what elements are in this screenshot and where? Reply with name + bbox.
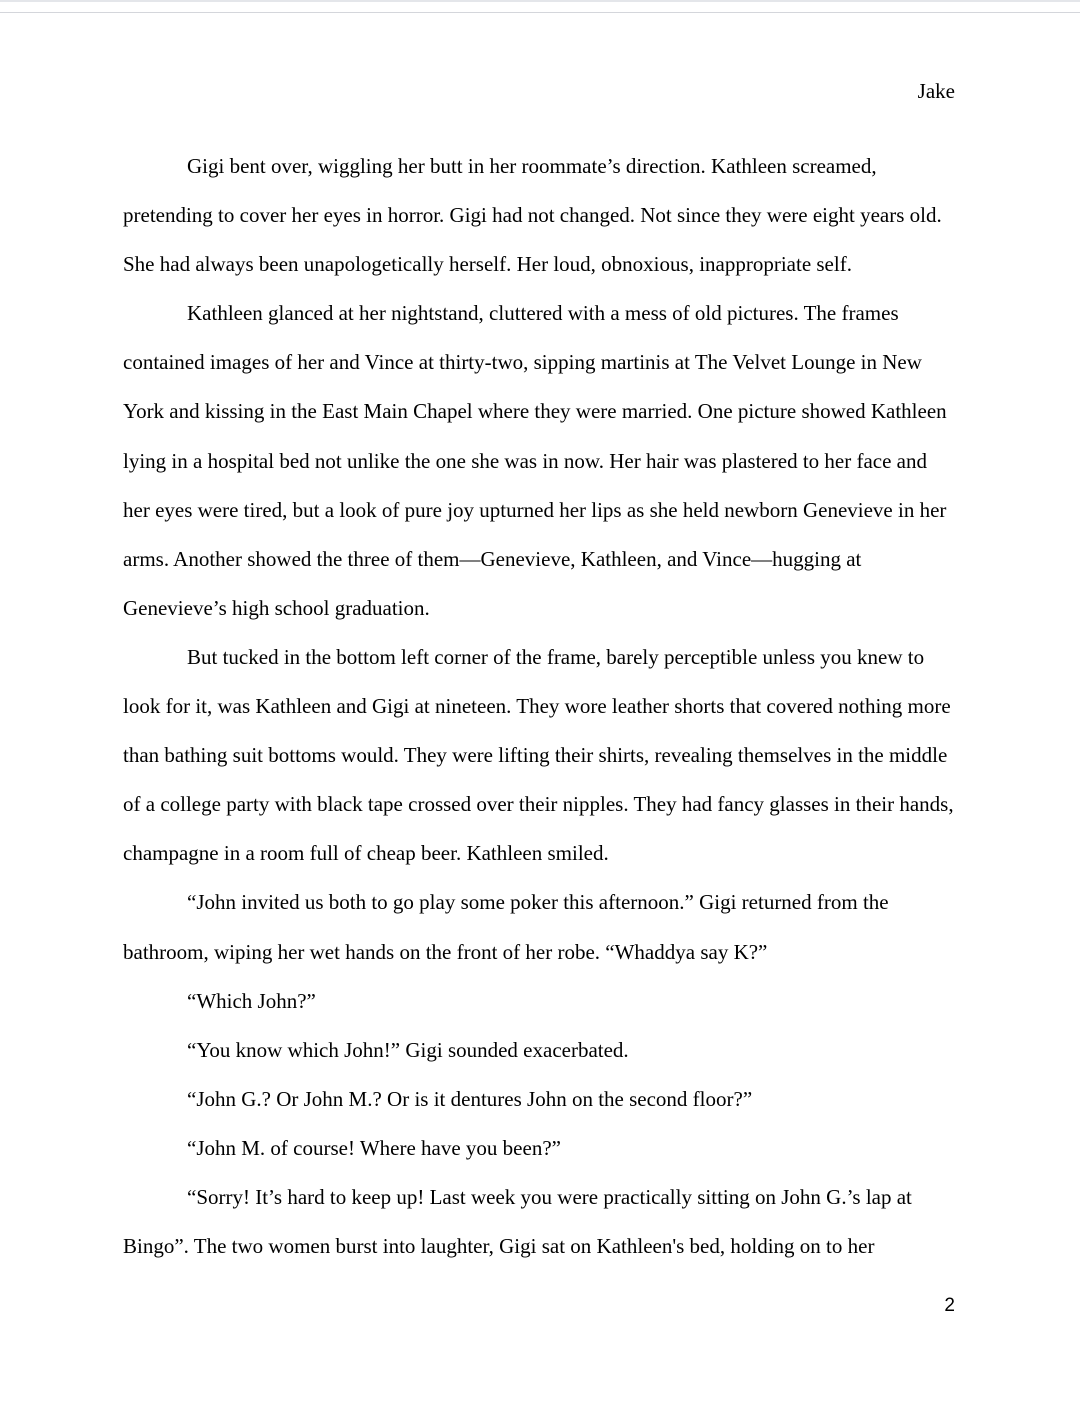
manuscript-body	[123, 142, 958, 1271]
viewer-top-border	[0, 0, 1080, 13]
paragraph: But tucked in the bottom left corner of the frame, barely perceptible unless you knew to look for it, was Kathleen and Gigi at nineteen. They wore leather shorts that covered nothing more than bathing suit bottoms would. They were lifting their shirts, revealing themselves in the middle of a college party with black tape crossed over their nipples. They had fancy glasses in their hands, champagne in a room full of cheap beer. Kathleen smiled.	[123, 644, 954, 866]
page-number: 2	[944, 1295, 955, 1316]
paragraph: “Sorry! It’s hard to keep up! Last week you were practically sitting on John G.’s lap at Bingo”. The two women burst into laughter, Gigi sat on Kathleen's bed, holding on to her	[123, 1184, 912, 1259]
paragraph: “Which John?”	[187, 988, 316, 1013]
paragraph: Kathleen glanced at her nightstand, cluttered with a mess of old pictures. The frames contained images of her and Vince at thirty-two, sipping martinis at The Velvet Lounge in New York and kissing in the East Main Chapel where they were married. One picture showed Kathleen lying in a hospital bed not unlike the one she was in now. Her hair was plastered to her face and her eyes were tired, but a look of pure joy upturned her lips as she held newborn Genevieve in her arms. Another showed the three of them—Genevieve, Kathleen, and Vince—hugging at Genevieve’s high school graduation.	[123, 301, 947, 620]
paragraph: “John M. of course! Where have you been?”	[187, 1135, 561, 1160]
paragraph: Gigi bent over, wiggling her butt in her roommate’s direction. Kathleen screamed, pretending to cover her eyes in horror. Gigi had not changed. Not since they were eight years old. She had always been unapologetically herself. Her loud, obnoxious, inappropriate self.	[123, 154, 942, 277]
document-page	[0, 13, 1080, 1418]
paragraph: “John invited us both to go play some poker this afternoon.” Gigi returned from the bathroom, wiping her wet hands on the front of her robe. “Whaddya say K?”	[123, 890, 889, 964]
paragraph: “You know which John!” Gigi sounded exacerbated.	[187, 1037, 629, 1062]
running-header-author: Jake	[917, 79, 955, 103]
paragraph: “John G.? Or John M.? Or is it dentures John on the second floor?”	[187, 1086, 753, 1111]
